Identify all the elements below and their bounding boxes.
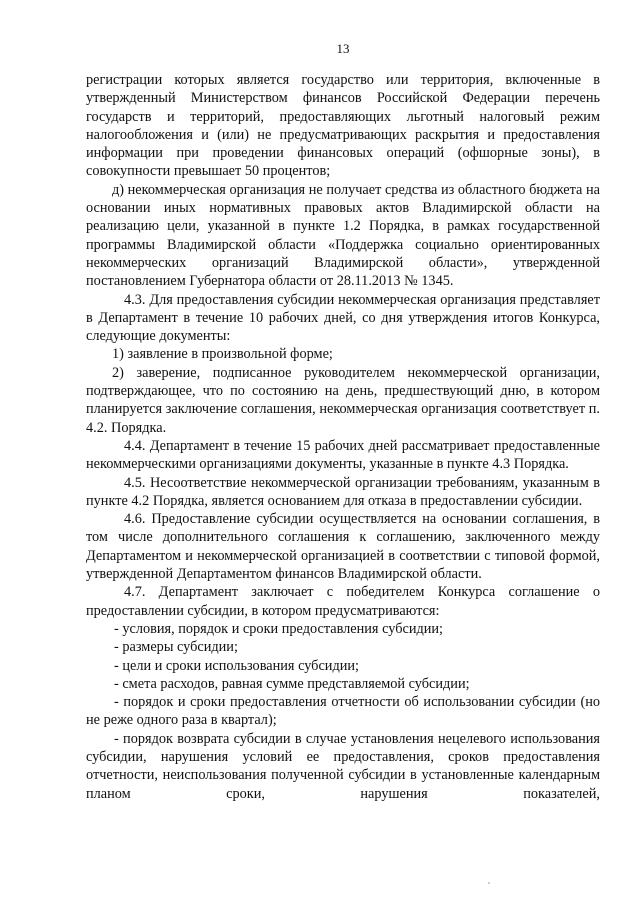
list-item-reporting: - порядок и сроки предоставления отчетности об использовании субсидии (но не реже одного раза в квартал);: [86, 694, 600, 729]
paragraph-4-3: 4.3. Для предоставления субсидии некоммерческая организация представляет в Департамент в течение 10 рабочих дней, со дня утверждения итогов Конкурса, следующие документы:: [86, 291, 600, 345]
scan-speck: [488, 882, 490, 884]
paragraph-4-6: 4.6. Предоставление субсидии осуществляется на основании соглашения, в том числе дополнительного соглашения к соглашению, заключенного между Департаментом и некоммерческой организацией в соответствии с типовой формой, утвержденной Департаментом финансов Владимирской области.: [86, 511, 600, 583]
paragraph-item-d: д) некоммерческая организация не получает средства из областного бюджета на основании иных нормативных правовых актов Владимирской области на реализацию цели, указанной в пункте 1.2 Порядка, в рамках государственной программы Владимирской области «Поддержка социально ориентированных некоммерческих организаций Владимирской области», утвержденной постановлением Губернатора области от 28.11.2013 № 1345.: [86, 181, 600, 290]
list-item-certification: 2) заверение, подписанное руководителем некоммерческой организации, подтверждающее, что по состоянию на день, предшествующий дню, в котором планируется заключение соглашения, некоммерческая организация соответствует п. 4.2. Порядка.: [86, 364, 600, 436]
list-item-refund: - порядок возврата субсидии в случае установления нецелевого использования субсидии, нарушения условий ее предоставления, сроков предоставления отчетности, неиспользования полученной субсидии в установленные календарным планом сроки, нарушения показателей,: [86, 730, 600, 802]
list-item-budget: - смета расходов, равная сумме представляемой субсидии;: [114, 675, 470, 692]
paragraph-4-4: 4.4. Департамент в течение 15 рабочих дней рассматривает предоставленные некоммерческими организациями документы, указанные в пункте 4.3 Порядка.: [86, 437, 600, 473]
paragraph-4-7: 4.7. Департамент заключает с победителем Конкурса соглашение о предоставлении субсидии, в котором предусматриваются:: [86, 584, 600, 619]
paragraph-offshore-continuation: регистрации которых является государство или территория, включенные в утвержденный Министерством финансов Российской Федерации перечень государств и территорий, предоставляющих льготный налоговый режим налогообложения и (или) не предусматривающих раскрытия и предоставления информации при проведении финансовых операций (офшорные зоны), в совокупности превышает 50 процентов;: [86, 72, 600, 180]
list-item-application: 1) заявление в произвольной форме;: [112, 346, 333, 363]
paragraph-4-5: 4.5. Несоответствие некоммерческой организации требованиям, указанным в пункте 4.2 Порядка, является основанием для отказа в предоставлении субсидии.: [86, 474, 600, 509]
document-body: [86, 71, 600, 803]
list-item-purposes: - цели и сроки использования субсидии;: [114, 657, 360, 674]
page-number: 13: [336, 41, 350, 56]
list-item-conditions: - условия, порядок и сроки предоставления субсидии;: [114, 620, 444, 637]
list-item-amounts: - размеры субсидии;: [114, 639, 238, 656]
